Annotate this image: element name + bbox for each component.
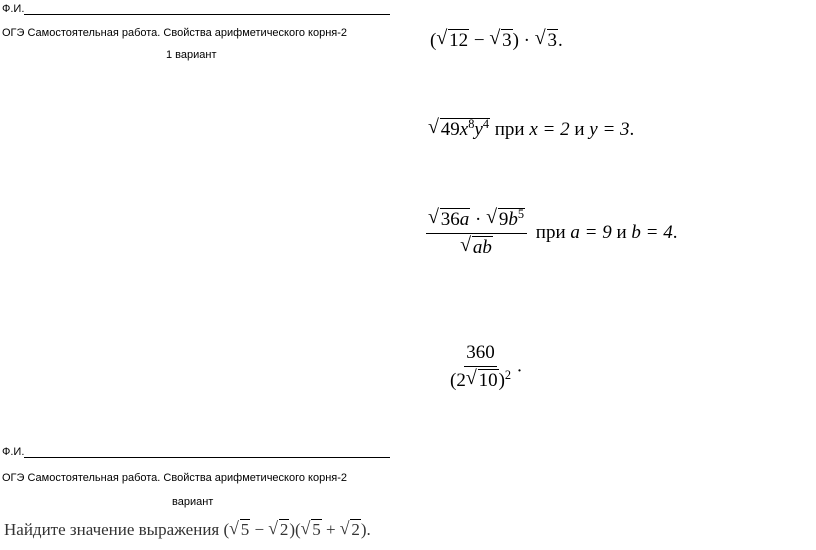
task-expression-1: (√ 12 − √ 3) · √ 3. [430, 29, 563, 52]
fio-label-1: Ф.И. [2, 3, 25, 15]
worksheet-title-2: ОГЭ Самостоятельная работа. Свойства арифметического корня-2 [2, 472, 348, 484]
task-expression-2: √ $49x^8y^4$ при x = 2 и y = 3. [428, 118, 634, 141]
task-5-instruction: Найдите значение выражения [4, 520, 220, 539]
worksheet-title-1: ОГЭ Самостоятельная работа. Свойства арифметического корня-2 [2, 27, 348, 39]
variant-label-1: 1 вариант [166, 49, 217, 61]
fio-line-1 [24, 14, 390, 15]
fio-label-2: Ф.И. [2, 446, 25, 458]
task-3-fraction: √ 36a · √ $9b^5$ √ ab [426, 208, 527, 259]
variant-label-2: вариант [172, 496, 214, 508]
task-expression-5: Найдите значение выражения (√ 5 − √ 2)(√ 5 + √ 2). [4, 519, 371, 540]
task-expression-3: √ 36a · √ $9b^5$ √ ab при a = 9 и b = 4. [426, 208, 677, 259]
fio-line-2 [24, 457, 390, 458]
task-4-fraction: $\frac{360}{(2√ 10)^2}$ [448, 342, 513, 392]
task-expression-4: $\frac{360}{(2√ 10)^2}$ . [448, 342, 522, 392]
